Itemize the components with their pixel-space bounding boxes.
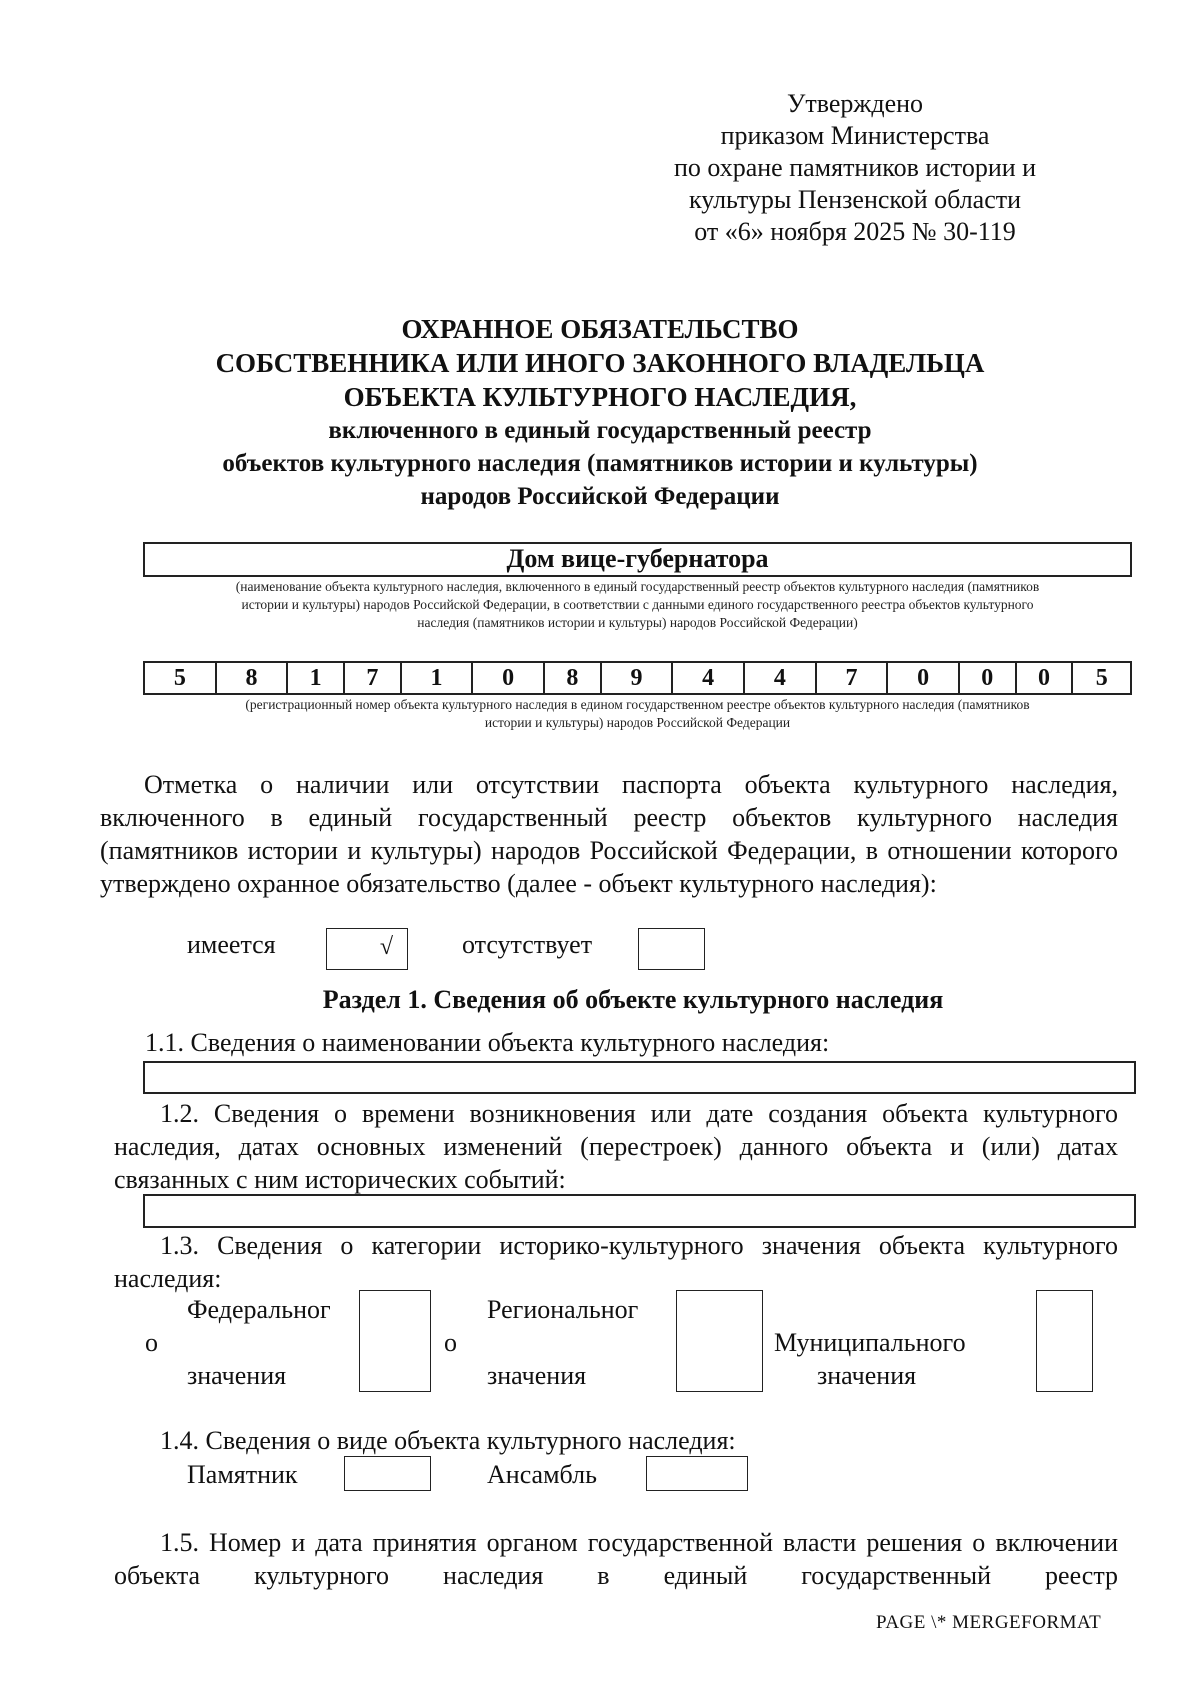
regional-checkbox[interactable] [676,1290,763,1392]
reg-digit[interactable]: 8 [545,663,602,693]
item-1-1-label: 1.1. Сведения о наименовании объекта культурного наследия: [145,1028,830,1057]
object-name-caption [143,578,1132,632]
federal-checkbox[interactable] [359,1290,431,1392]
approval-line: приказом Министерства [720,121,990,150]
item-1-3-label: 1.3. Сведения о категории историко-культурного значения объекта культурного наследия: [114,1231,1118,1293]
item-1-2-label: 1.2. Сведения о времени возникновения или дате создания объекта культурного наследия, датах основных изменений (перестроек) данного объекта и (или) датах связанных с ним исторических событий: [114,1099,1118,1194]
reg-digit[interactable]: 8 [217,663,289,693]
item-1-4-label: 1.4. Сведения о виде объекта культурного наследия: [160,1426,736,1455]
regional-label: значения [487,1361,587,1390]
document-title [150,312,1050,513]
registration-number [143,661,1132,695]
title-line: объектов культурного наследия (памятников истории и культуры) [222,450,978,477]
municipal-checkbox[interactable] [1036,1290,1093,1392]
reg-digit[interactable]: 5 [1095,665,1108,691]
reg-digit[interactable]: 7 [817,663,889,693]
regional-label: о [444,1328,457,1357]
section1-heading: Раздел 1. Сведения об объекте культурного наследия [322,985,944,1014]
caption-line: истории и культуры) народов Российской Федерации [484,715,791,730]
title-line: СОБСТВЕННИКА ИЛИ ИНОГО ЗАКОННОГО ВЛАДЕЛЬЦА [215,348,985,378]
reg-digit[interactable]: 4 [673,663,745,693]
object-name-field[interactable]: Дом вице-губернатора [143,542,1132,577]
item-1-5-label: 1.5. Номер и дата принятия органом государственной власти решения о включении объекта культурного наследия в единый государственный реестр [114,1528,1118,1590]
caption-line: (наименование объекта культурного наследия, включенного в единый государственный реестр объектов культурного наследия (памятников [235,579,1040,594]
reg-digit[interactable]: 0 [960,663,1017,693]
item-1-1-field[interactable] [143,1061,1136,1094]
approval-order-number: от «6» ноября 2025 № 30-119 [694,217,1016,246]
title-line: ОБЪЕКТА КУЛЬТУРНОГО НАСЛЕДИЯ, [343,382,857,412]
reg-digit[interactable]: 4 [745,663,817,693]
municipal-label: значения [817,1361,917,1390]
reg-digit[interactable]: 5 [145,663,217,693]
passport-present-label: имеется [187,930,276,959]
reg-digit[interactable]: 1 [288,663,345,693]
caption-line: истории и культуры) народов Российской Федерации, в соответствии с данными единого государственного реестра объектов культурного [241,597,1034,612]
reg-digit[interactable]: 0 [473,663,545,693]
passport-absent-checkbox[interactable] [638,928,705,970]
approval-block [620,88,1090,248]
title-line: включенного в единый государственный реестр [328,417,872,444]
caption-line: наследия (памятников истории и культуры) народов Российской Федерации) [417,615,858,630]
caption-line: (регистрационный номер объекта культурного наследия в едином государственном реестре объектов культурного наследия (памятников [245,697,1030,712]
reg-digit[interactable]: 7 [345,663,402,693]
passport-present-checkbox[interactable]: √ [326,928,408,970]
kind-monument-checkbox[interactable] [344,1456,431,1491]
title-line: ОХРАННОЕ ОБЯЗАТЕЛЬСТВО [401,314,799,344]
municipal-label: Муниципального [774,1328,966,1357]
reg-digit[interactable]: 0 [1017,663,1074,693]
approval-line: по охране памятников истории и [673,153,1037,182]
reg-digit[interactable]: 0 [888,663,960,693]
passport-absent-label: отсутствует [462,930,593,959]
passport-paragraph: Отметка о наличии или отсутствии паспорта объекта культурного наследия, включенного в единый государственный реестр объектов культурного наследия (памятников истории и культуры) народов Российской Федерации, в отношении которого утверждено охранное обязательство (далее - объект культурного наследия): [100,770,1118,898]
reg-digit[interactable]: 9 [602,663,674,693]
kind-monument-label: Памятник [187,1460,298,1489]
title-line: народов Российской Федерации [420,483,780,510]
federal-label: значения [187,1361,287,1390]
approval-line: культуры Пензенской области [688,185,1022,214]
item-1-2-field[interactable] [143,1194,1136,1228]
kind-ensemble-label: Ансамбль [487,1460,597,1489]
page-field-code: PAGE \* MERGEFORMAT [876,1612,1102,1633]
approval-line: Утверждено [786,89,924,118]
federal-label: о [145,1328,158,1357]
regional-label: Региональног [487,1295,639,1324]
registration-caption [143,696,1132,732]
reg-digit[interactable]: 1 [402,663,474,693]
kind-ensemble-checkbox[interactable] [646,1456,748,1491]
federal-label: Федеральног [187,1295,331,1324]
